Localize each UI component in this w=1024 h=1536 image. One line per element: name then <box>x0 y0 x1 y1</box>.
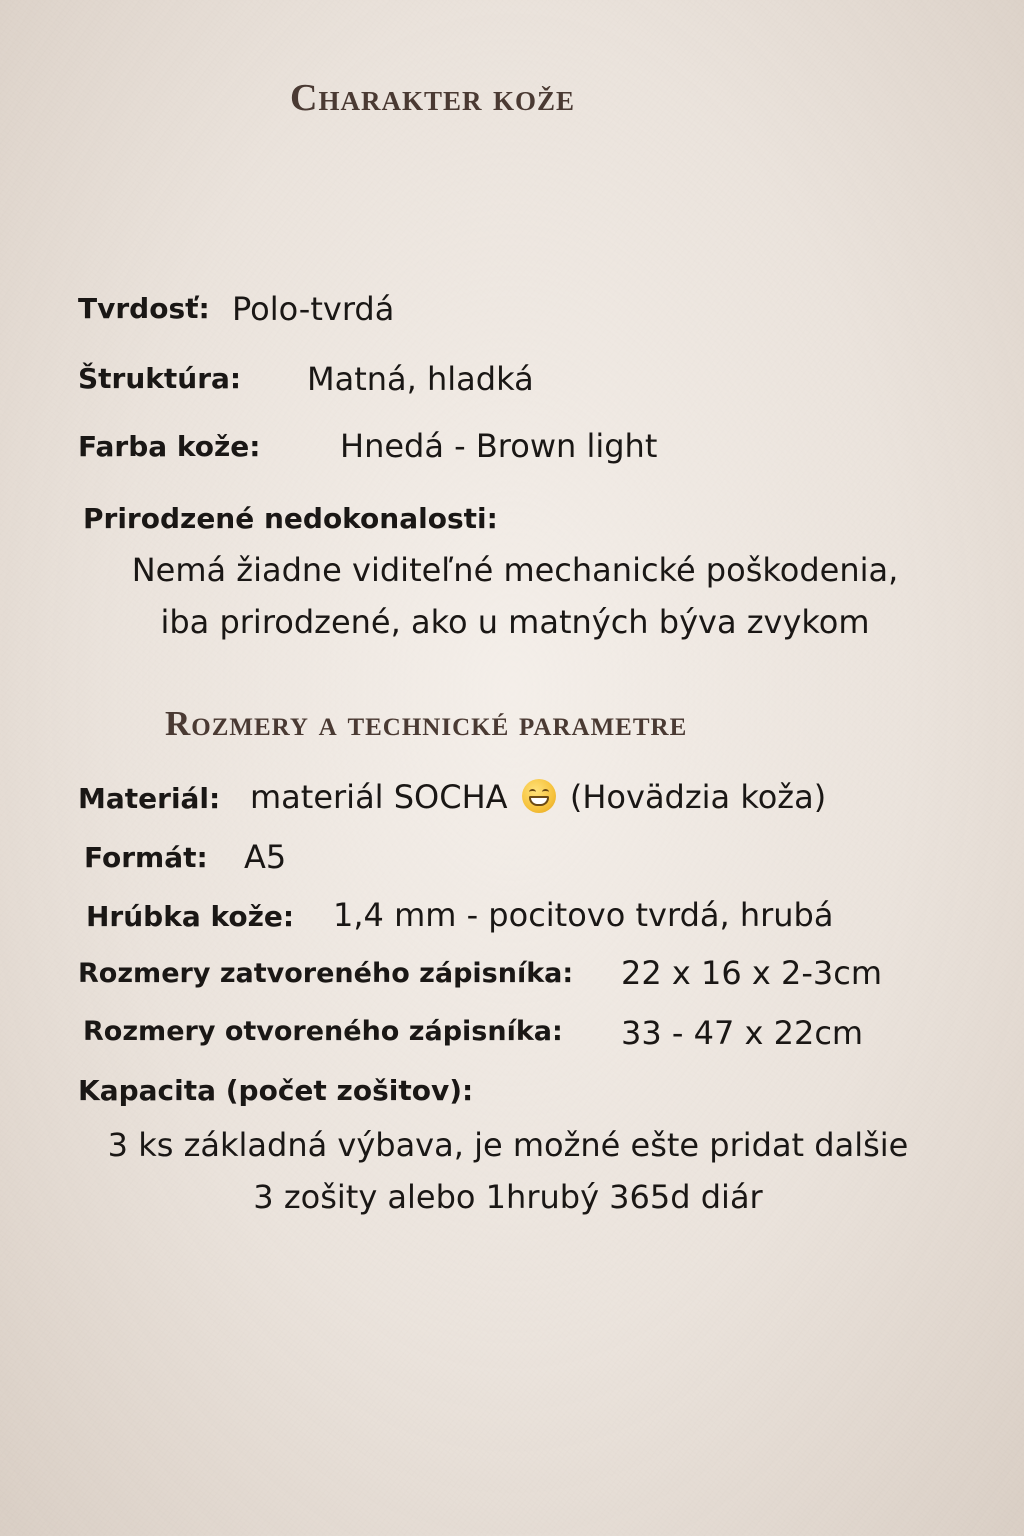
imperfections-text-line1: Nemá žiadne viditeľné mechanické poškodenia, <box>131 551 899 589</box>
material-label: Materiál: <box>78 782 221 815</box>
section-title-leather-character: Charakter kože <box>290 77 575 119</box>
section-title-dimensions: Rozmery a technické parametre <box>165 704 688 743</box>
open-dimensions-label: Rozmery otvoreného zápisníka: <box>83 1016 563 1047</box>
open-dimensions-value: 33 - 47 x 22cm <box>621 1014 864 1052</box>
leather-color-value: Hnedá - Brown light <box>340 427 658 465</box>
format-label: Formát: <box>84 841 208 874</box>
imperfections-text-line2: iba prirodzené, ako u matných býva zvykom <box>160 603 870 641</box>
imperfections-label: Prirodzené nedokonalosti: <box>83 502 498 535</box>
leather-thickness-value: 1,4 mm - pocitovo tvrdá, hrubá <box>333 896 834 934</box>
hardness-value: Polo-tvrdá <box>232 290 395 328</box>
structure-value: Matná, hladká <box>307 360 534 398</box>
leather-thickness-label: Hrúbka kože: <box>86 900 295 933</box>
closed-dimensions-value: 22 x 16 x 2-3cm <box>621 954 883 992</box>
leather-color-label: Farba kože: <box>78 430 261 463</box>
closed-dimensions-label: Rozmery zatvoreného zápisníka: <box>78 958 574 989</box>
structure-label: Štruktúra: <box>78 362 242 395</box>
material-value-suffix: (Hovädzia koža) <box>569 778 827 816</box>
capacity-label: Kapacita (počet zošitov): <box>78 1074 474 1107</box>
material-value-text: materiál SOCHA <box>250 778 508 816</box>
grinning-face-icon <box>522 779 556 813</box>
capacity-text-line2: 3 zošity alebo 1hrubý 365d diár <box>253 1178 763 1216</box>
capacity-text-line1: 3 ks základná výbava, je možné ešte pridat dalšie <box>107 1126 909 1164</box>
material-value <box>250 778 826 816</box>
format-value: A5 <box>244 838 287 876</box>
hardness-label: Tvrdosť: <box>78 292 210 325</box>
